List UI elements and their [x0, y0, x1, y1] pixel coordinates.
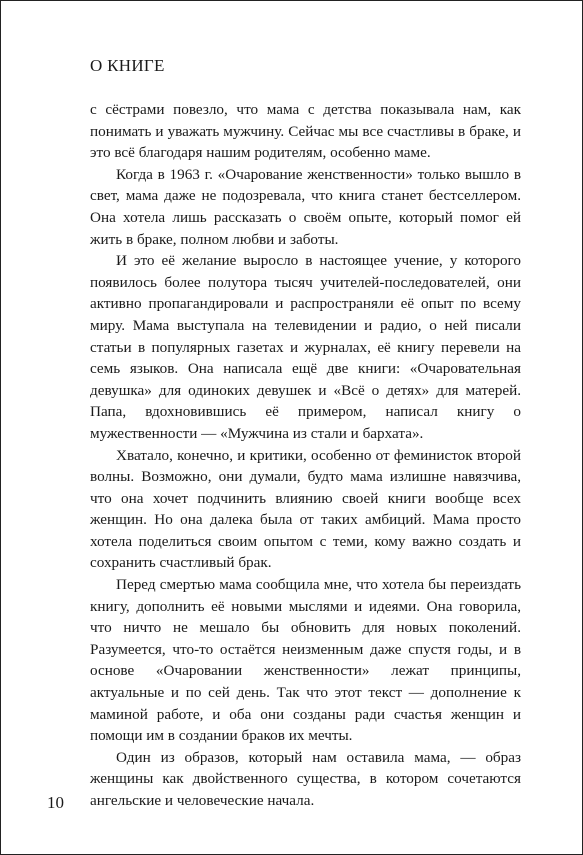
- paragraph: Один из образов, который нам оставила мама, — образ женщины как двойственного существа, в котором сочетаются ангельские и человеческие начала.: [90, 748, 521, 809]
- running-head: О КНИГЕ: [90, 56, 165, 75]
- body-text: [90, 99, 521, 812]
- paragraph: с сёстрами повезло, что мама с детства показывала нам, как понимать и уважать мужчину. Сейчас мы все счастливы в браке, и это всё благодаря нашим родителям, особенно маме.: [90, 101, 521, 162]
- paragraph: Перед смертью мама сообщила мне, что хотела бы переиздать книгу, дополнить её новыми мыслями и идеями. Она говорила, что ничто не мешало бы обновить для новых поколений. Разумеется, что-то остаётся неизменным даже спустя годы, и в основе «Очаровании женственности» лежат принципы, актуальные и по сей день. Так что этот текст — дополнение к маминой работе, и оба они созданы ради счастья женщин и помощи им в создании браков их мечты.: [90, 576, 521, 745]
- paragraph: Когда в 1963 г. «Очарование женственности» только вышло в свет, мама даже не подозревала, что книга станет бестселлером. Она хотела лишь рассказать о своём опыте, который помог ей жить в браке, полном любви и заботы.: [90, 165, 521, 248]
- page-number: 10: [47, 793, 64, 812]
- paragraph: Хватало, конечно, и критики, особенно от феминисток второй волны. Возможно, они думали, будто мама излишне навязчива, что она хочет подчинить влиянию своей книги вообще всех женщин. Но она далека была от таких амбиций. Мама просто хотела поделиться своим опытом с теми, кому важно создать и сохранить счастливый брак.: [90, 446, 521, 572]
- paragraph: И это её желание выросло в настоящее учение, у которого появилось более полутора тысяч учителей-последователей, они активно пропагандировали и распространяли её опыт по всему миру. Мама выступала на телевидении и радио, о ней писали статьи в популярных газетах и журналах, её книгу перевели на семь языков. Она написала ещё две книги: «Очаровательная девушка» для одиноких девушек и «Всё о детях» для матерей. Папа, вдохновившись её примером, написал книгу о мужественности — «Мужчина из стали и бархата».: [90, 252, 521, 442]
